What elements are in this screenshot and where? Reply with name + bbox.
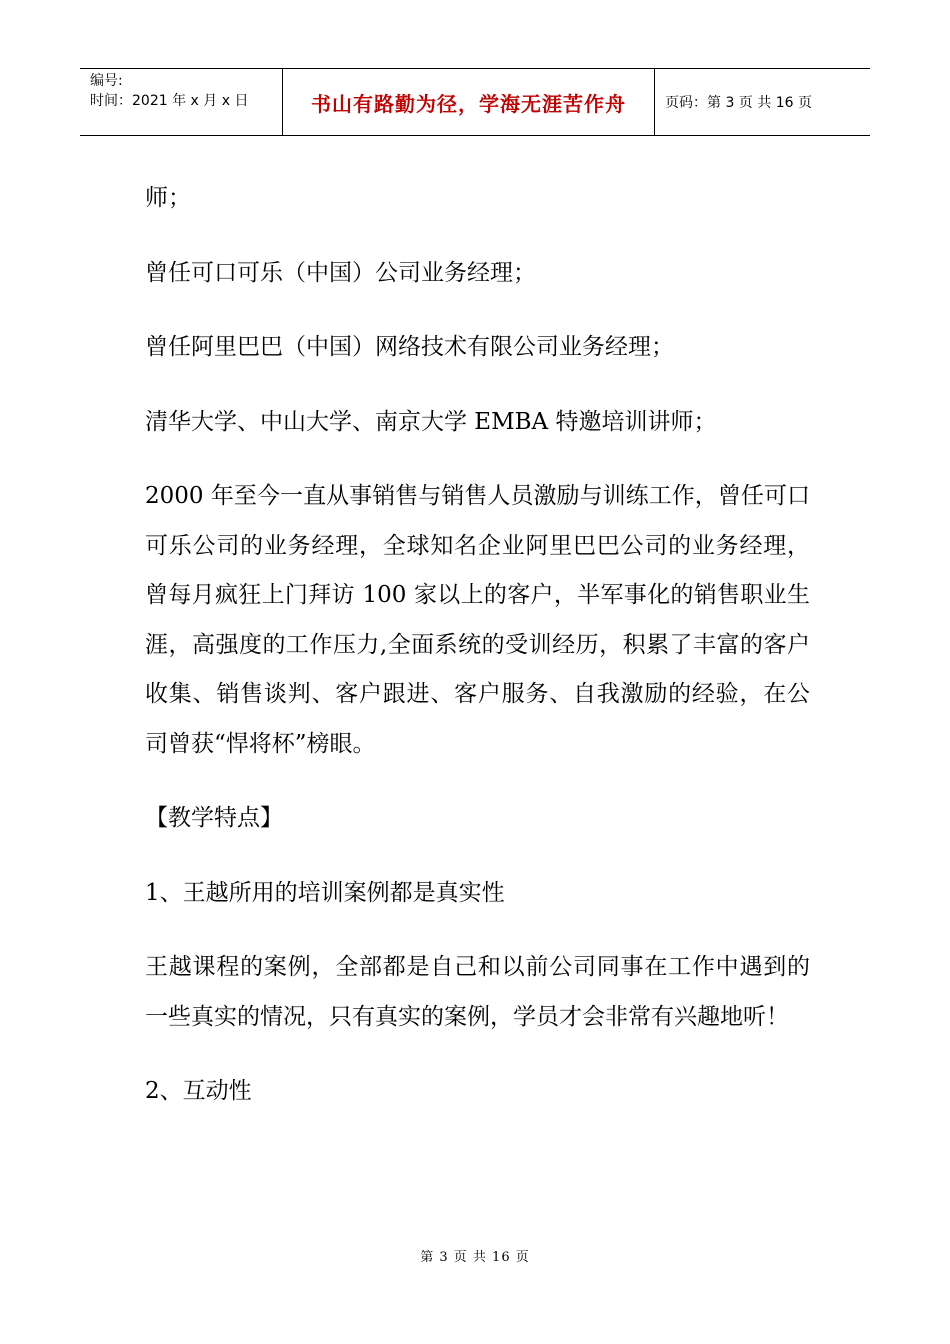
paragraph: 王越课程的案例，全部都是自己和以前公司同事在工作中遇到的一些真实的情况，只有真实的案例，学员才会非常有兴趣地听！: [145, 954, 810, 1030]
document-body: [145, 174, 810, 1142]
paragraph: 曾任阿里巴巴（中国）网络技术有限公司业务经理；: [145, 334, 674, 360]
page-header: [80, 68, 870, 136]
header-motto: 书山有路勤为径，学海无涯苦作舟: [282, 69, 655, 135]
document-number-label: 编号:: [90, 73, 123, 89]
paragraph: 师；: [145, 185, 191, 211]
header-meta: [80, 69, 282, 135]
paragraph: 1、王越所用的培训案例都是真实性: [145, 879, 505, 906]
paragraph: 2000 年至今一直从事销售与销售人员激励与训练工作，曾任可口可乐公司的业务经理，全球知名企业阿里巴巴公司的业务经理，曾每月疯狂上门拜访 100 家以上的客户，半军事化的销售职业生涯，高强度的工作压力,全面系统的受训经历，积累了丰富的客户收集、销售谈判、客户跟进、客户服务、自我激励的经验，在公司曾获“悍将杯”榜眼。: [145, 483, 810, 757]
page-footer: 第 3 页 共 16 页: [420, 1250, 530, 1265]
section-heading: 【教学特点】: [145, 805, 283, 831]
header-page-info: 页码：第 3 页 共 16 页: [665, 95, 812, 111]
document-time-label: 时间：2021 年 x 月 x 日: [90, 93, 249, 109]
paragraph: 曾任可口可乐（中国）公司业务经理；: [145, 259, 536, 286]
paragraph: 2、互动性: [145, 1078, 252, 1104]
paragraph: 清华大学、中山大学、南京大学 EMBA 特邀培训讲师；: [145, 408, 717, 435]
